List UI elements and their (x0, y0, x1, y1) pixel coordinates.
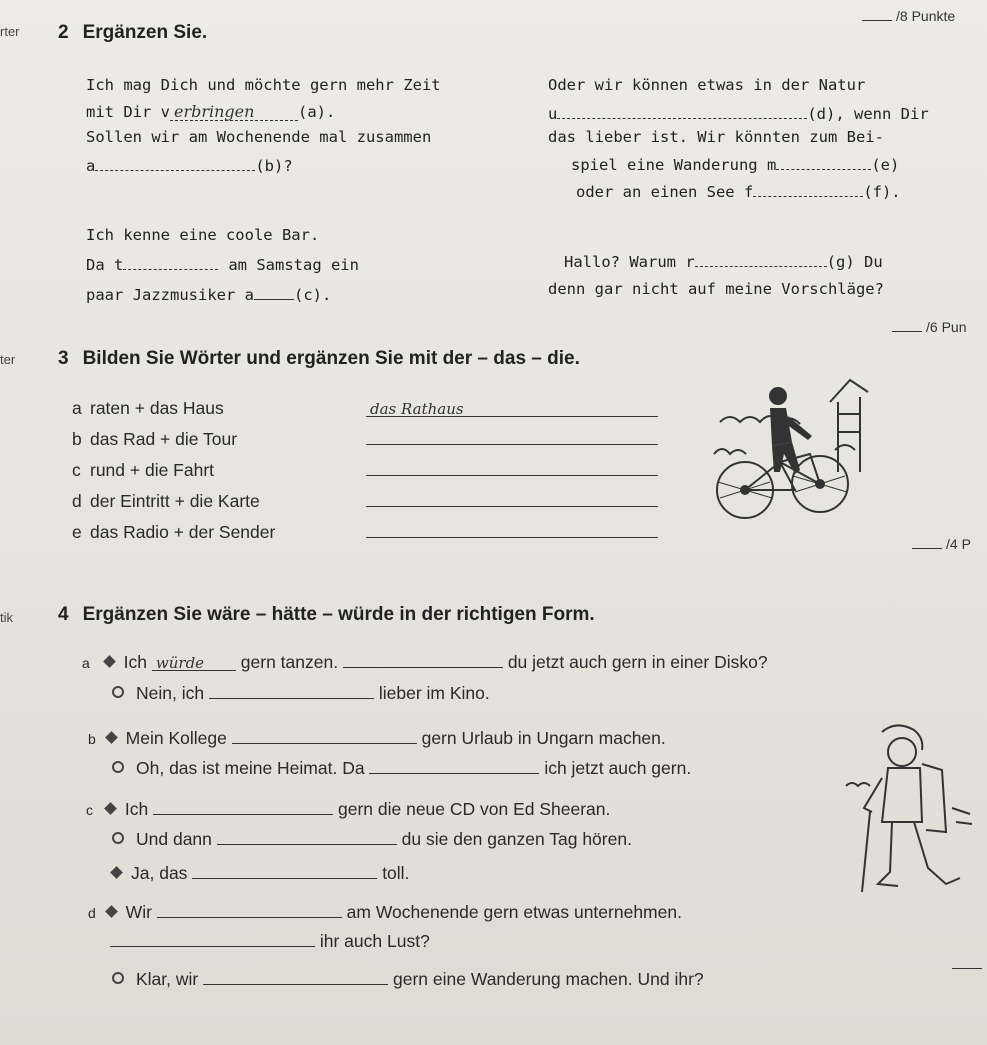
cyclist-illustration (700, 362, 870, 532)
text-line (571, 153, 899, 174)
points-label: /6 Pun (926, 319, 967, 335)
text-fragment: oder an einen See f (576, 183, 754, 201)
list-item (72, 428, 658, 450)
item-letter: c (72, 460, 81, 480)
points-blank[interactable] (892, 315, 922, 332)
text-fragment: Mein Kollege (125, 728, 227, 748)
text-fragment: Da t (86, 256, 124, 274)
item-letter: b (72, 429, 82, 449)
text-fragment: u (548, 105, 558, 123)
margin-label: tik (0, 610, 13, 625)
points-label: /8 Punkte (896, 8, 956, 24)
margin-label: rter (0, 24, 20, 39)
text-fragment: gern eine Wanderung machen. Und ihr? (392, 969, 704, 989)
answer-field-d[interactable] (557, 102, 807, 119)
text-line: denn gar nicht auf meine Vorschläge? (548, 280, 884, 298)
text-line: das lieber ist. Wir könnten zum Bei- (548, 128, 884, 146)
answer-field[interactable] (203, 968, 388, 985)
text-fragment: Hallo? Warum r (564, 253, 695, 271)
item-letter: d (88, 905, 96, 921)
exercise-number: 4 (58, 604, 69, 625)
item-letter: c (86, 802, 93, 818)
text-fragment: (g) Du (826, 253, 883, 271)
item-text: raten + das Haus (90, 398, 224, 418)
text-fragment: ihr auch Lust? (319, 931, 430, 951)
answer-field-g[interactable] (695, 250, 827, 267)
answer-field[interactable] (217, 828, 397, 845)
text-fragment: (a). (298, 103, 336, 121)
exercise-number: 2 (58, 22, 69, 43)
answer-field[interactable] (366, 428, 658, 445)
exercise-title: Ergänzen Sie. (82, 22, 208, 43)
text-line: Oder wir können etwas in der Natur (548, 76, 866, 94)
text-fragment: gern Urlaub in Ungarn machen. (421, 728, 666, 748)
text-line: Sollen wir am Wochenende mal zusammen (86, 128, 432, 146)
text-line (86, 154, 293, 175)
text-fragment: a (86, 157, 96, 175)
answer-field[interactable] (110, 930, 315, 947)
speaker-a-icon (104, 802, 117, 815)
hiker-illustration (842, 712, 982, 902)
text-line (86, 283, 331, 304)
answer-field[interactable] (366, 459, 658, 476)
dialogue-line (88, 727, 666, 749)
margin-label: ter (0, 352, 16, 367)
text-fragment: Klar, wir (136, 969, 199, 989)
speaker-b-icon (112, 832, 124, 844)
answer-field-b[interactable] (95, 154, 255, 171)
text-line (548, 102, 929, 123)
item-text: das Rad + die Tour (90, 429, 238, 449)
text-fragment: paar Jazzmusiker a (86, 286, 254, 304)
exercise-4-heading (58, 604, 595, 626)
points-label: /4 P (946, 536, 971, 552)
speaker-b-icon (112, 972, 124, 984)
exercise-number: 3 (58, 348, 69, 369)
answer-field-c2[interactable] (254, 283, 294, 300)
item-text: das Radio + der Sender (90, 522, 276, 542)
points-blank[interactable] (912, 532, 942, 549)
answer-field[interactable] (192, 862, 377, 879)
points-box (892, 315, 966, 335)
text-fragment: mit Dir v (86, 103, 170, 121)
item-letter: d (72, 491, 82, 511)
speaker-b-icon (112, 686, 124, 698)
exercise-3-heading (58, 348, 580, 370)
list-item (72, 521, 658, 543)
text-fragment: Ich (123, 652, 148, 672)
text-line (576, 180, 901, 201)
dialogue-line (110, 968, 704, 990)
text-fragment: gern tanzen. (240, 652, 339, 672)
item-letter: e (72, 522, 82, 542)
text-fragment: am Samstag ein (228, 256, 359, 274)
answer-field[interactable] (232, 727, 417, 744)
text-fragment: (b)? (255, 157, 293, 175)
answer-field[interactable] (366, 521, 658, 538)
points-blank[interactable] (862, 4, 892, 21)
dialogue-line (110, 828, 632, 850)
text-fragment: du jetzt auch gern in einer Disko? (507, 652, 768, 672)
text-fragment: Ich (124, 799, 149, 819)
item-text: der Eintritt + die Karte (90, 491, 260, 511)
answer-field[interactable] (209, 682, 374, 699)
answer-field-f[interactable] (753, 180, 863, 197)
text-fragment: toll. (382, 863, 410, 883)
text-fragment: (f). (863, 183, 901, 201)
dialogue-line (110, 930, 430, 952)
item-letter: a (82, 655, 90, 671)
item-text: rund + die Fahrt (90, 460, 215, 480)
speaker-a-icon (110, 866, 123, 879)
item-letter: b (88, 731, 96, 747)
text-fragment: du sie den ganzen Tag hören. (401, 829, 632, 849)
exercise-title: Ergänzen Sie wäre – hätte – würde in der richtigen Form. (82, 604, 595, 625)
speaker-a-icon (103, 655, 116, 668)
answer-field-a[interactable]: erbringen (170, 102, 298, 121)
text-line (86, 102, 335, 121)
speaker-b-icon (112, 761, 124, 773)
points-blank[interactable] (952, 968, 982, 969)
text-fragment: Nein, ich (136, 683, 205, 703)
answer-field[interactable] (157, 901, 342, 918)
text-fragment: Oh, das ist meine Heimat. Da (136, 758, 365, 778)
points-box (912, 532, 971, 552)
text-fragment: (e) (871, 156, 900, 174)
text-fragment: am Wochenende gern etwas unternehmen. (346, 902, 682, 922)
answer-field[interactable] (153, 798, 333, 815)
text-fragment: ich jetzt auch gern. (544, 758, 692, 778)
answer-field[interactable]: das Rathaus (366, 400, 658, 417)
dialogue-line (110, 682, 490, 704)
text-fragment: (c). (293, 286, 332, 304)
speaker-a-icon (105, 905, 118, 918)
list-item (72, 459, 658, 481)
dialogue-line (86, 798, 610, 820)
dialogue-line (88, 901, 682, 923)
text-fragment: spiel eine Wanderung m (571, 156, 777, 174)
text-fragment: (d), wenn Dir (807, 105, 929, 123)
dialogue-line (110, 757, 691, 779)
exercise-title: Bilden Sie Wörter und ergänzen Sie mit der – das – die. (82, 348, 580, 369)
text-fragment: Ja, das (131, 863, 188, 883)
speaker-a-icon (105, 731, 118, 744)
answer-field[interactable]: würde (152, 654, 236, 671)
answer-field-e[interactable] (776, 153, 871, 170)
exercise-2-heading (58, 22, 207, 44)
answer-field-c1[interactable] (123, 253, 218, 270)
item-letter: a (72, 398, 82, 418)
answer-field[interactable] (343, 651, 503, 668)
text-fragment: lieber im Kino. (378, 683, 490, 703)
text-fragment: Wir (125, 902, 152, 922)
answer-field[interactable] (369, 757, 539, 774)
text-line (86, 253, 359, 274)
list-item (72, 398, 658, 419)
text-fragment: Und dann (136, 829, 212, 849)
text-line (564, 250, 883, 271)
text-fragment: gern die neue CD von Ed Sheeran. (337, 799, 611, 819)
points-box (862, 4, 955, 24)
list-item (72, 490, 658, 512)
text-line: Ich kenne eine coole Bar. (86, 226, 320, 244)
dialogue-line (82, 651, 768, 673)
text-line: Ich mag Dich und möchte gern mehr Zeit (86, 76, 441, 94)
answer-field[interactable] (366, 490, 658, 507)
dialogue-line (110, 862, 409, 884)
